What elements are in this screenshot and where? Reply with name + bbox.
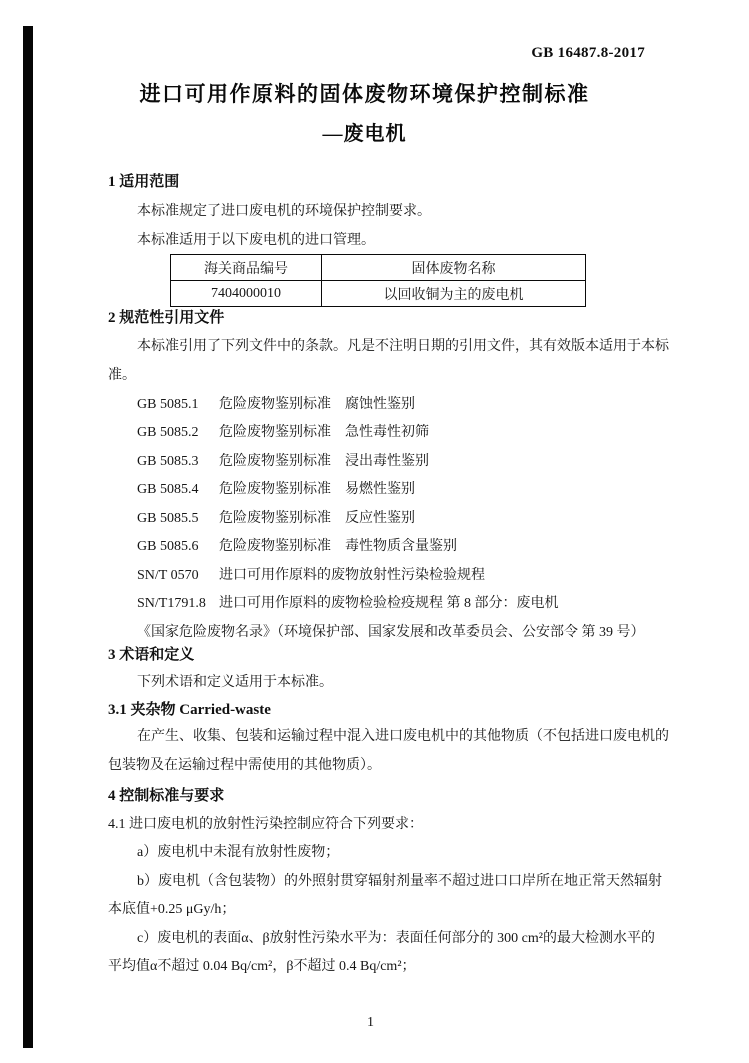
reference-code: GB 5085.3: [137, 454, 199, 469]
reference-title: 危险废物鉴别标准 毒性物质含量鉴别: [219, 539, 457, 554]
reference-item: [137, 480, 415, 500]
term-definition-line-2: 包装物及在运输过程中需使用的其他物质）。: [108, 758, 381, 773]
document-subtitle: —废电机: [322, 123, 407, 145]
table-header-row: [171, 255, 586, 281]
clause-4-1: 4.1 进口废电机的放射性污染控制应符合下列要求：: [108, 817, 423, 832]
section-3-paragraph: 下列术语和定义适用于本标准。: [137, 675, 333, 690]
scan-gutter-bar: [23, 26, 33, 1048]
catalog-reference: 《国家危险废物名录》（环境保护部、国家发展和改革委员会、公安部令 第 39 号）: [137, 625, 645, 640]
document-title: 进口可用作原料的固体废物环境保护控制标准: [139, 82, 590, 106]
table-row: [171, 281, 586, 307]
page-number: 1: [367, 1015, 374, 1030]
clause-4-1-item-a: a）废电机中未混有放射性废物；: [137, 845, 340, 860]
reference-code: GB 5085.2: [137, 425, 199, 440]
clause-4-1-item-c-line-2: 平均值α不超过 0.04 Bq/cm²，β不超过 0.4 Bq/cm²；: [108, 959, 416, 974]
reference-code: GB 5085.6: [137, 539, 199, 554]
section-1-paragraph-2: 本标准适用于以下废电机的进口管理。: [137, 233, 375, 248]
table-cell-customs-code: 7404000010: [171, 281, 322, 307]
section-2-intro-line-1: 本标准引用了下列文件中的条款。凡是不注明日期的引用文件，其有效版本适用于本标: [137, 339, 669, 354]
customs-code-table: [170, 254, 586, 307]
standard-number: GB 16487.8-2017: [531, 45, 645, 61]
table-header-waste-name: 固体废物名称: [322, 255, 586, 281]
reference-title: 危险废物鉴别标准 易燃性鉴别: [219, 482, 415, 497]
reference-code: GB 5085.4: [137, 482, 199, 497]
section-1-paragraph-1: 本标准规定了进口废电机的环境保护控制要求。: [137, 204, 431, 219]
section-2-heading: 2 规范性引用文件: [108, 310, 225, 326]
reference-item: [137, 452, 429, 472]
term-definition-line-1: 在产生、收集、包装和运输过程中混入进口废电机中的其他物质（不包括进口废电机的: [137, 729, 669, 744]
reference-title: 进口可用作原料的废物放射性污染检验规程: [219, 568, 485, 583]
section-3-heading: 3 术语和定义: [108, 647, 195, 663]
reference-code: SN/T 0570: [137, 568, 199, 583]
reference-item: [137, 566, 485, 586]
table-cell-waste-name: 以回收铜为主的废电机: [322, 281, 586, 307]
reference-item: [137, 594, 559, 614]
reference-item: [137, 509, 415, 529]
reference-code: GB 5085.5: [137, 511, 199, 526]
clause-4-1-item-b-line-1: b）废电机（含包装物）的外照射贯穿辐射剂量率不超过进口口岸所在地正常天然辐射: [137, 874, 662, 889]
section-4-heading: 4 控制标准与要求: [108, 788, 225, 804]
section-2-intro-line-2: 准。: [108, 368, 136, 383]
page-content: [108, 0, 669, 1063]
clause-4-1-item-b-line-2: 本底值+0.25 μGy/h；: [108, 902, 236, 917]
reference-title: 危险废物鉴别标准 急性毒性初筛: [219, 425, 429, 440]
clause-4-1-item-c-line-1: c）废电机的表面α、β放射性污染水平为：表面任何部分的 300 cm²的最大检测水平的: [137, 931, 655, 946]
reference-item: [137, 395, 415, 415]
reference-item: [137, 423, 429, 443]
reference-title: 危险废物鉴别标准 反应性鉴别: [219, 511, 415, 526]
reference-title: 危险废物鉴别标准 浸出毒性鉴别: [219, 454, 429, 469]
section-1-heading: 1 适用范围: [108, 174, 180, 190]
reference-item: [137, 537, 457, 557]
reference-code: GB 5085.1: [137, 397, 199, 412]
reference-code: SN/T1791.8: [137, 596, 206, 611]
term-3-1-heading: 3.1 夹杂物 Carried-waste: [108, 702, 271, 718]
reference-title: 进口可用作原料的废物检验检疫规程 第 8 部分：废电机: [219, 596, 559, 611]
reference-title: 危险废物鉴别标准 腐蚀性鉴别: [219, 397, 415, 412]
table-header-customs-code: 海关商品编号: [171, 255, 322, 281]
